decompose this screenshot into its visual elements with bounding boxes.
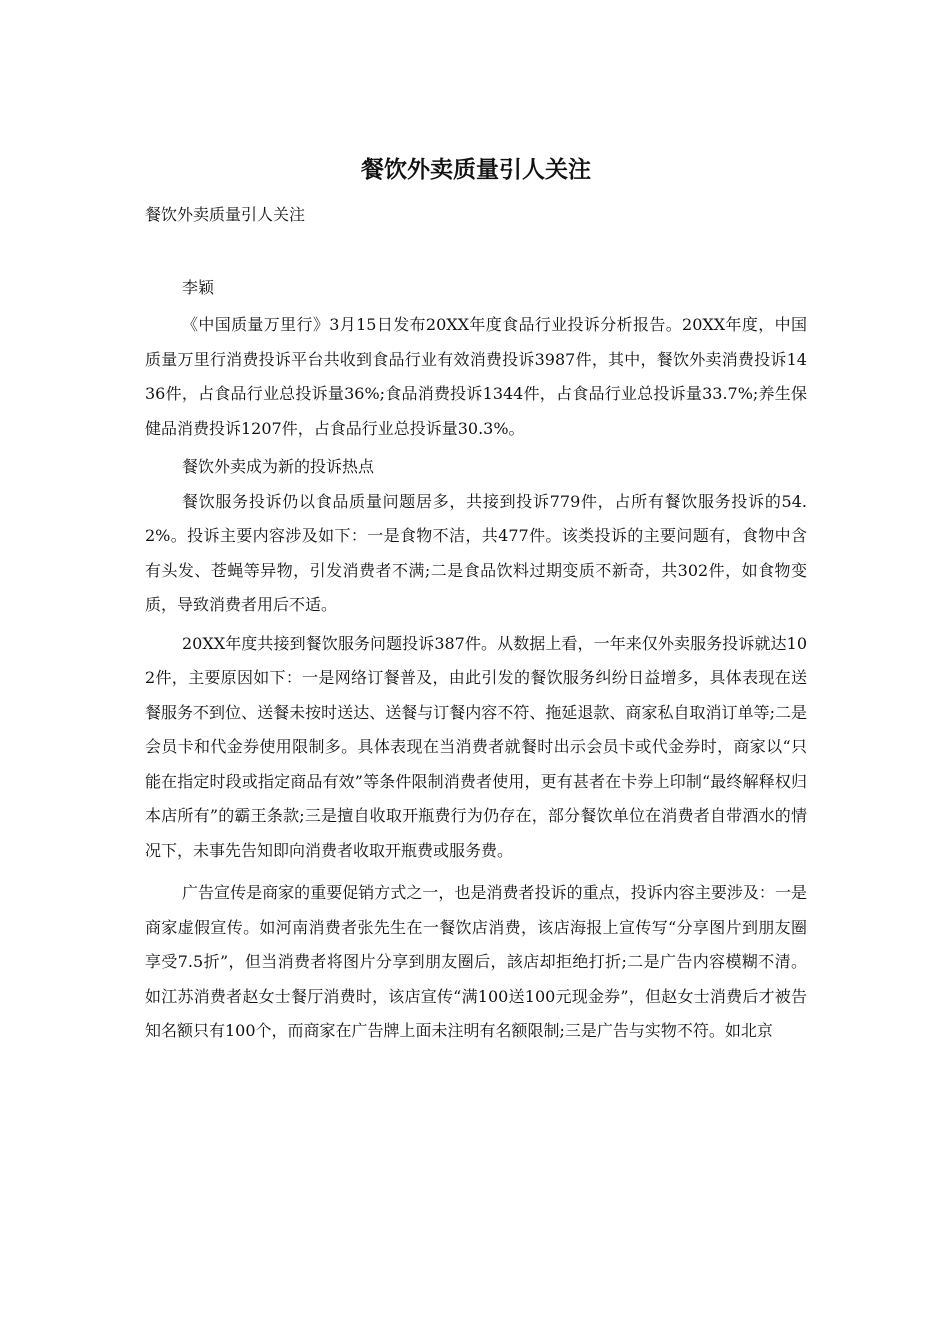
document-title: 餐饮外卖质量引人关注 <box>361 156 591 183</box>
section-heading-hotspot: 餐饮外卖成为新的投诉热点 <box>182 457 375 476</box>
author-name: 李颖 <box>182 278 215 297</box>
paragraph-advertising: 广告宣传是商家的重要促销方式之一，也是消费者投诉的重点，投诉内容主要涉及：一是商家虚假宣传。如河南消费者张先生在一餐饮店消费，该店海报上宣传写“分享图片到朋友圈享受7.5折”，但当消费者将图片分享到朋友圈后，該店却拒绝打折;二是广告内容模糊不清。如江苏消费者赵女士餐厅消费时，该店宣传“满100送100元现金券”，但赵女士消费后才被告知名额只有100个，而商家在广告牌上面未注明有名额限制;三是广告与实物不符。如北京 <box>145 883 807 1040</box>
paragraph-food-quality: 餐饮服务投诉仍以食品质量问题居多，共接到投诉779件，占所有餐饮服务投诉的54.2%。投诉主要内容涉及如下：一是食物不洁，共477件。该类投诉的主要问题有，食物中含有头发、苍蝇等异物，引发消费者不满;二是食品饮料过期变质不新奇，共302件，如食物变质，导致消费者用后不适。 <box>145 491 807 614</box>
document-body <box>145 308 807 1049</box>
paragraph-report-summary: 《中国质量万里行》3月15日发布20XX年度食品行业投诉分析报告。20XX年度，中国质量万里行消费投诉平台共收到食品行业有效消费投诉3987件，其中，餐饮外卖消费投诉1436件，占食品行业总投诉量36%;食品消费投诉1344件，占食品行业总投诉量33.7%;养生保健品消费投诉1207件，占食品行业总投诉量30.3%。 <box>145 315 807 438</box>
document-subtitle: 餐饮外卖质量引人关注 <box>145 205 306 224</box>
paragraph-service-complaints: 20XX年度共接到餐饮服务问题投诉387件。从数据上看，一年来仅外卖服务投诉就达102件，主要原因如下：一是网络订餐普及，由此引发的餐饮服务纠纷日益增多，具体表现在送餐服务不到位、送餐未按时送达、送餐与订餐内容不符、拖延退款、商家私自取消订单等;二是会员卡和代金券使用限制多。具体表现在当消费者就餐时出示会员卡或代金券时，商家以“只能在指定时段或指定商品有效”等条件限制消费者使用，更有甚者在卡券上印制“最终解释权归本店所有”的霸王条款;三是擅自收取开瓶费行为仍存在，部分餐饮单位在消费者自带酒水的情况下，未事先告知即向消费者收取开瓶费或服务费。 <box>145 633 807 860</box>
